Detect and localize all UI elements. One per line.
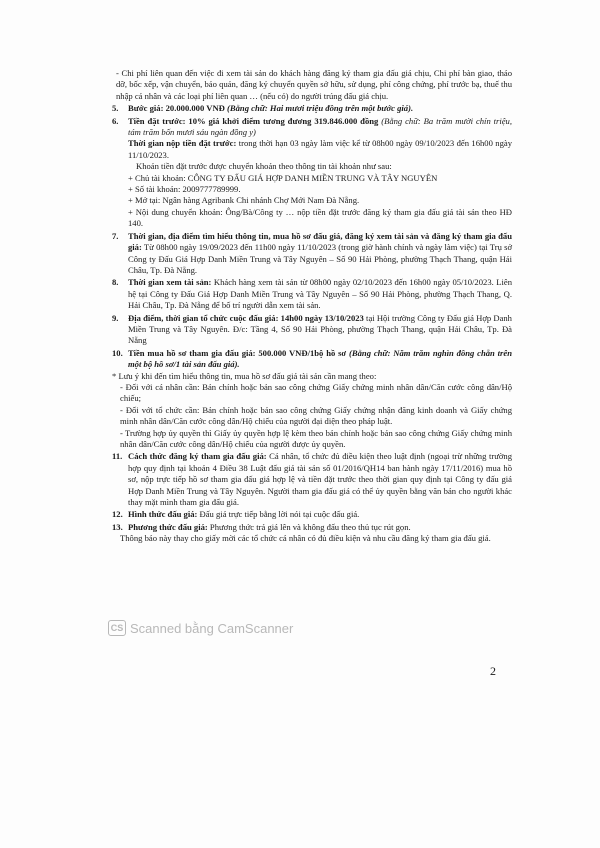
section-5 [112,103,512,114]
section-number: 9. [112,312,119,323]
section-italic: (Bằng chữ: Ba trăm mười chín triệu, tám trăm bốn mươi sáu ngàn đồng y) [128,115,512,138]
section-7 [112,231,512,277]
section-label: Thời gian, địa điểm tìm hiểu thông tin, mua hồ sơ đấu giá, đăng ký xem tài sản và đăng ký tham gia đấu giá: [128,230,512,253]
section-label: Phương thức đấu giá: [128,521,208,532]
section-label: Cách thức đăng ký tham gia đấu giá: [128,451,267,462]
camscanner-logo-icon: CS [108,620,126,636]
section-number: 8. [112,277,119,288]
section-10 [112,348,512,371]
section-label: Hình thức đấu giá: [128,509,198,520]
organization-requirement: - Đối với tổ chức cần: Bản chính hoặc bản sao công chứng Giấy chứng nhận đăng kinh doanh và Giấy chứng minh nhân dân/Căn cước công dân/Hộ chiếu của người đại diện theo pháp luật. [120,404,512,427]
section-6 [112,116,512,230]
section-number: 10. [112,347,123,358]
section-number: 5. [112,103,119,114]
section-text: Cá nhân, tổ chức đủ điều kiện theo luật định (ngoại trừ những trường hợp quy định tại khoản 4 Điều 38 Luật đấu giá tài sản số 01/2016/QH14 ban hành ngày 17/11/2016) mua hồ sơ, nộp trực tiếp hồ sơ tham gia đấu giá hợp lệ và tiền đặt trước theo thời gian quy định tại Công ty đấu giá Hợp Danh Miền Trung và Tây Nguyên. Người tham gia đấu giá có thể ủy quyền bằng văn bản cho người khác thay mặt mình tham gia đấu giá. [128,451,512,508]
document-body [112,68,512,545]
section-text: Phương thức trả giá lên và không đấu theo thủ tục rút gọn. [207,521,411,532]
section-8 [112,277,512,311]
page-number: 2 [490,664,496,678]
section-number: 13. [112,521,123,532]
camscanner-watermark [108,620,293,636]
section-13 [112,522,512,533]
account-number: + Số tài khoản: 2009777789999. [128,184,241,195]
section-text: Khách hàng xem tài sản từ 08h00 ngày 02/10/2023 đến 16h00 ngày 05/10/2023. Liên hệ tại Công ty Đấu Giá Hợp Danh Miền Trung và Tây Nguyên – Số 90 Hải Phòng, phường Thạch Thang, Q. Hải Châu, Tp. Đà Nẵng để bố trí người dẫn xem tài sản. [128,277,512,311]
account-holder: + Chủ tài khoản: CÔNG TY ĐẤU GIÁ HỢP DANH MIỀN TRUNG VÀ TÂY NGUYÊN [128,172,438,183]
transfer-intro: Khoản tiền đặt trước được chuyển khoản theo thông tin tài khoản như sau: [136,161,392,172]
section-italic: (Bằng chữ: Năm trăm nghìn đồng chẵn trên một bộ hồ sơ/1 tài sản đấu giá). [128,347,512,370]
note-line: * Lưu ý khi đến tìm hiểu thông tin, mua hồ sơ đấu giá tài sản cần mang theo: [112,370,377,381]
deposit-time-text: trong thời hạn 03 ngày làm việc kể từ 08h00 ngày 09/10/2023 đến 16h00 ngày 11/10/2023. [128,138,512,160]
fees-paragraph: - Chi phí liên quan đến việc đi xem tài sản do khách hàng đăng ký tham gia đấu giá chịu, Chi phí bàn giao, tháo dỡ, bốc xếp, vận chuyển, bảo quản, đăng ký chuyển quyền sở hữu, sử dụng, phí công chứng, phí trước bạ, thuế thu nhập cá nhân và các loại phí liên quan … (nếu có) do người trúng đấu giá chịu. [116,68,512,101]
section-text: Từ 08h00 ngày 19/09/2023 đến 11h00 ngày 11/10/2023 (trong giờ hành chính và ngày làm việc) tại Trụ sở Công ty Đấu Giá Hợp Danh Miền Trung và Tây Nguyên – Số 90 Hải Phòng, phường Thạch Thang, quận Hải Châu, Tp. Đà Nẵng. [128,242,512,275]
section-label: Bước giá: 20.000.000 VNĐ [128,103,225,114]
bank-name: + Mở tại: Ngân hàng Agribank Chi nhánh Chợ Mới Nam Đà Nẵng. [128,195,360,206]
section-number: 6. [112,115,119,126]
section-text: Đấu giá trực tiếp bằng lời nói tại cuộc đấu giá. [197,509,360,520]
section-number: 11. [112,451,123,462]
watermark-text: Scanned bằng CamScanner [130,620,294,636]
section-label: Tiền đặt trước: 10% giá khởi điểm tương đương 319.846.000 đồng [128,115,379,126]
section-9 [112,313,512,347]
section-text: tại Hội trường Công ty Đấu giá Hợp Danh Miền Trung và Tây Nguyên. Đ/c: Tầng 4, Số 90 Hải Phòng, phường Thạch Thang, quận Hải Châu, Tp. Đà Nẵng [128,312,512,346]
section-12 [112,509,512,520]
deposit-time-label: Thời gian nộp tiền đặt trước: [128,138,237,149]
authorization-requirement: - Trường hợp ủy quyền thì Giấy ủy quyền hợp lệ kèm theo bản chính hoặc bản sao công chứng Giấy chứng minh nhân dân/Căn cước công dân/Hộ chiếu của người được ủy quyền. [120,427,512,449]
section-number: 7. [112,230,119,241]
individual-requirement: - Đối với cá nhân cần: Bản chính hoặc bản sao công chứng Giấy chứng minh nhân dân/Căn cước công dân/Hộ chiếu; [120,381,512,404]
section-label: Thời gian xem tài sản: [128,277,212,288]
section-label: Tiền mua hồ sơ tham gia đấu giá: 500.000 VNĐ/1bộ hồ sơ [128,347,347,358]
section-italic: (Bằng chữ: Hai mươi triệu đồng trên một bước giá). [224,103,414,114]
transfer-content: + Nội dung chuyển khoản: Ông/Bà/Công ty … nộp tiền đặt trước đăng ký tham gia đấu giá tài sản theo HĐ 140. [128,206,512,229]
section-label: Địa điểm, thời gian tổ chức cuộc đấu giá: 14h00 ngày 13/10/2023 [128,312,364,323]
section-11 [112,451,512,508]
closing-paragraph: Thông báo này thay cho giấy mời các tổ chức cá nhân có đủ điều kiện và nhu cầu đăng ký tham gia đấu giá. [120,533,491,544]
section-number: 12. [112,509,123,520]
